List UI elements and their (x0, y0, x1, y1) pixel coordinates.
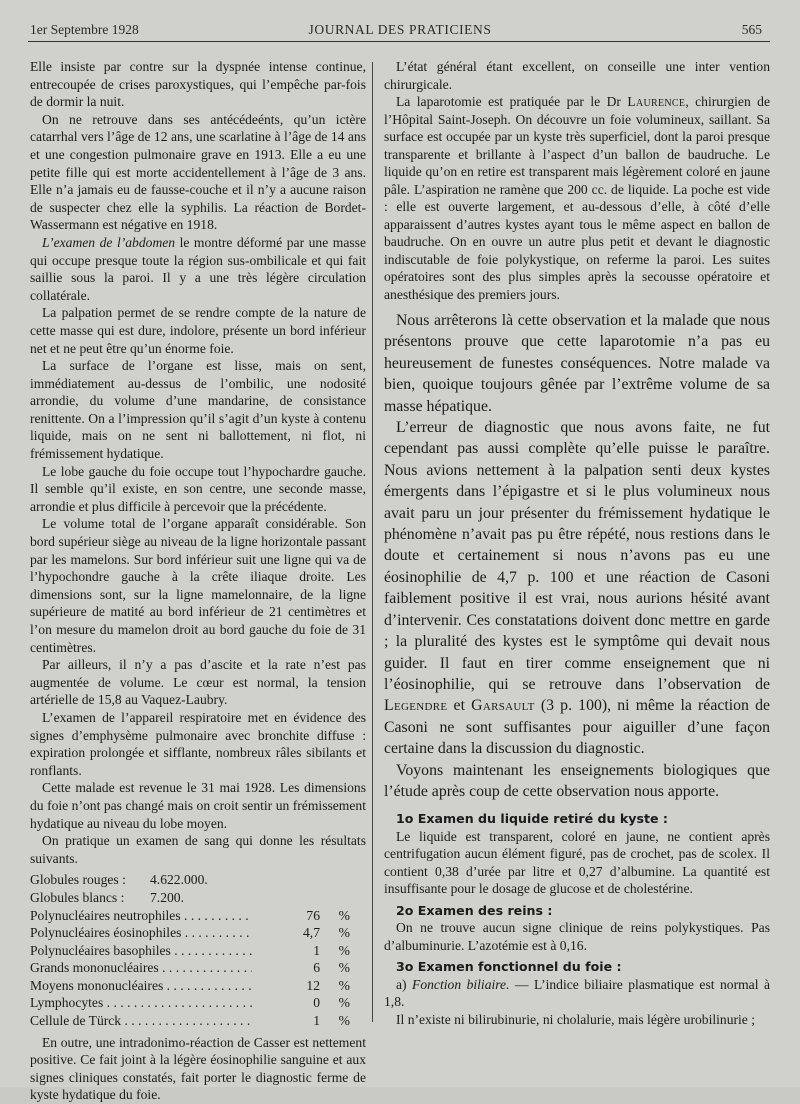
blood-count-row: Globules rouges : 4.622.000. (30, 872, 208, 888)
journal-title: JOURNAL DES PRATICIENS (308, 22, 492, 37)
paragraph: La palpation permet de se rendre compte de la nature de cette masse qui est dure, indolore, présente un bord inférieur net et ne peut être qu’un énorme foie. (30, 305, 366, 356)
paragraph: Cette malade est revenue le 31 mai 1928. Les dimensions du foie n’ont pas changé mais on croit sentir un frémissement hydatique au niveau du lobe moyen. (30, 780, 366, 831)
paragraph: On ne trouve aucun signe clinique de reins polykystiques. Pas d’albuminurie. L’azotémie est à 0,16. (384, 920, 770, 953)
section-heading: 2o Examen des reins : (396, 902, 553, 918)
author-name: Laurence (627, 94, 686, 109)
paragraph: Nous arrêterons là cette observation et la malade que nous présentons prouve que cette laparotomie n’a pas eu heureusement de funestes conséquences. Notre malade va bien, quoique toujours gênée par l’extrême volume de sa masse hépatique. (384, 312, 770, 415)
section-heading: 3o Examen fonctionnel du foie : (396, 959, 622, 975)
paragraph: a) Fonction biliaire. — L’indice biliaire plasmatique est normal à 1,8. (384, 976, 770, 1010)
formula-row: Lymphocytes . . . 0 % (30, 994, 366, 1012)
paragraph: Le liquide est transparent, coloré en jaune, ne contient après centrifugation aucun élément figuré, pas de crochet, pas de scolex. Il contient 0,38 d’urée par litre et 0,27 d’albumine. La quantité est insuffisante pour le dosage de glucose et de cholestérine. (384, 828, 770, 897)
paragraph: Voyons maintenant les enseignements biologiques que l’étude après coup de cette observation nous apporte. (384, 761, 770, 800)
paragraph: L’erreur de diagnostic que nous avons faite, ne fut cependant pas aussi complète qu’elle puisse le paraître. Nous avions nettement à la palpation senti deux kystes émergents dans l’épigastre et si le plus volumineux nous avait paru un jour présenter du frémissement hydatique le phénomène n’avait pas pu être répété, nous restions dans le doute et certainement si nous n’avons pas eu une éosinophilie de 4,7 p. 100 et une réaction de Casoni faiblement positive il est vrai, nous aurions hésité avant d’intervenir. Ces constatations doivent donc mettre en garde ; la pluralité des kystes est le symptôme qui devait nous guider. Il faut en tirer comme enseignement que ni l’éosinophilie, qui se retrouve dans l’observation de Legendre et Garsault (3 p. 100), ni même la réaction de Casoni ne sont suffisantes pour aiguiller d’une façon certaine dans la discussion du diagnostic. (384, 419, 770, 758)
paragraph: Le volume total de l’organe apparaît considérable. Son bord supérieur siège au niveau de la ligne horizontale passant par les mamelons. Sur bord inférieur suit une ligne qui va de l’hypochondre gauche à la crête iliaque droite. Les dimensions sont, sur la ligne mamelonnaire, de la ligne supérieure de matité au bord inférieur de 21 centimètres et l’on mesure du mamelon droit au bord gauche du foie de 31 centimètres. (30, 516, 366, 655)
formula-row: Grands mononucléaires . . . 6 % (30, 959, 366, 977)
left-column (30, 58, 366, 1104)
formula-row: Polynucléaires neutrophiles . . . 76 % (30, 907, 366, 925)
paragraph: Elle insiste par contre sur la dyspnée intense continue, entrecoupée de crises paroxystiques, qui l’empêche par-fois de dormir la nuit. (30, 59, 366, 110)
paragraph: L’examen de l’abdomen le montre déformé par une masse qui occupe presque toute la région sus-ombilicale et qui fait saillie sous la paroi. Il y a une très légère circulation collatérale. (30, 234, 366, 303)
running-header (30, 20, 770, 42)
italic-heading: L’examen de l’abdomen (42, 234, 176, 250)
author-name: Garsault (471, 697, 535, 715)
column-divider (372, 62, 373, 1022)
header-rule (28, 41, 770, 42)
section-heading: 1o Examen du liquide retiré du kyste : (396, 811, 668, 827)
paragraph: Par ailleurs, il n’y a pas d’ascite et la rate n’est pas augmentée de volume. Le cœur est normal, la tension artérielle de 15,8 au Vaquez-Laubry. (30, 657, 366, 708)
formula-row: Polynucléaires basophiles . . . 1 % (30, 942, 366, 960)
paragraph: En outre, une intradonimo-réaction de Casser est nettement positive. Ce fait joint à la légère éosinophilie sanguine et aux signes cliniques constatés, fait porter le diagnostic ferme de kyste hydatique du foie. (30, 1034, 366, 1103)
paragraph: On pratique un examen de sang qui donne les résultats suivants. (30, 833, 366, 866)
paragraph: L’état général étant excellent, on conseille une inter vention chirurgicale. (384, 59, 770, 92)
header-date: 1er Septembre 1928 (30, 22, 139, 37)
blood-count-row: Globules blancs : 7.200. (30, 889, 184, 905)
formula-row: Moyens mononucléaires . . . 12 % (30, 977, 366, 995)
italic-subheading: Fonction biliaire. (412, 976, 510, 992)
paragraph: Le lobe gauche du foie occupe tout l’hypochardre gauche. Il semble qu’il existe, en son centre, une seconde masse, arrondie et plus difficile à percevoir que la précédente. (30, 463, 366, 514)
blood-results (30, 871, 366, 1029)
right-column (384, 58, 770, 1028)
formula-row: Polynucléaires éosinophiles . . . 4,7 % (30, 924, 366, 942)
author-name: Legendre (384, 697, 448, 715)
paragraph: On ne retrouve dans ses antécédeénts, qu’un ictère catarrhal vers l’âge de 12 ans, une scarlatine à l’âge de 14 ans et une congestion pulmonaire grave en 1913. Elle a eu une petite fille qui est morte accidentellement à l’âge de 3 ans. Elle n’a jamais eu de fausse-couche et il n’y a aucune raison de suspecter chez elle la syphilis. La réaction de Bordet-Wassermann est négative en 1918. (30, 111, 366, 233)
page-number: 565 (741, 22, 762, 37)
paragraph: La laparotomie est pratiquée par le Dr Laurence, chirurgien de l’Hôpital Saint-Joseph. On découvre un foie volumineux, saillant. Sa surface est occupée par un kyste très superficiel, dont la paroi presque transparente et brillante à l’aspect d’un ballon de baudruche. Le liquide qu’on en retire est transparent mais légèrement coloré en jaune pâle. L’aspiration ne ramène que 200 cc. de liquide. La poche est vide : elle est ouverte largement, et au-dessous d’elle, à côté d’elle apparaissent d’autres kystes ayant tous le même aspect en ballon de baudruche. On en ouvre un autre plus petit et devant le diagnostic indiscutable de foie polykystique, on referme la paroi. Les suites opératoires sont des plus simples après la secousse opératoire et anesthésique des premiers jours. (384, 94, 770, 302)
paragraph: Il n’existe ni bilirubinurie, ni cholalurie, mais légère urobilinurie ; (396, 1011, 755, 1027)
paragraph: L’examen de l’appareil respiratoire met en évidence des signes d’emphysème pulmonaire avec bronchite diffuse : expiration prolongée et sifflante, nombreux râles sibilants et ronflants. (30, 709, 366, 778)
formula-row: Cellule de Türck . . . 1 % (30, 1012, 366, 1030)
paragraph: La surface de l’organe est lisse, mais on sent, immédiatement au-dessus de l’ombilic, une nodosité arrondie, du volume d’une mandarine, de consistance renittente. On a l’impression qu’il s’agit d’un kyste à contenu liquide, mais on ne sent ni ballottement, ni flot, ni frémissement hydatique. (30, 358, 366, 462)
